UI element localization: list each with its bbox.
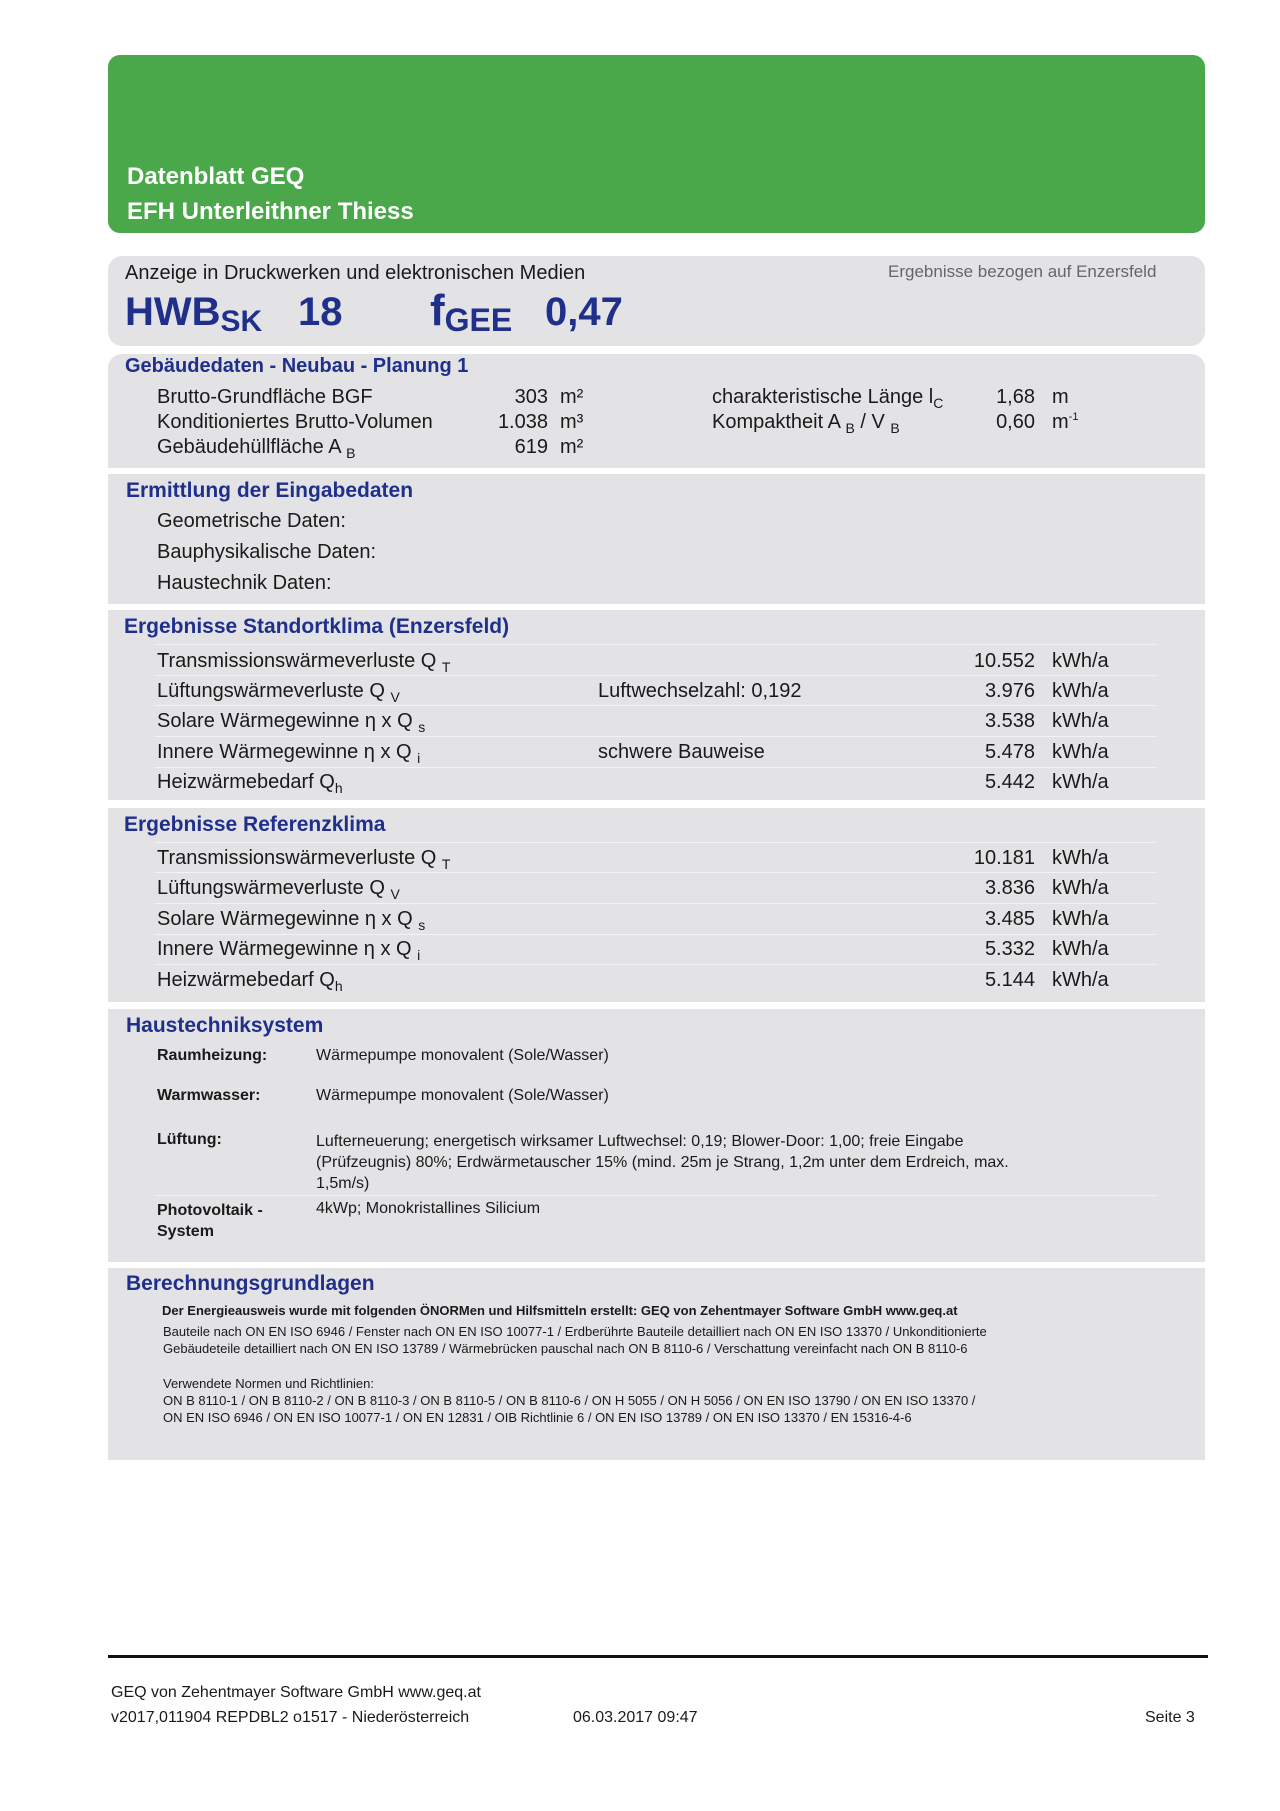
referenz-row-label: Lüftungswärmeverluste Q $_V$ [157, 877, 400, 902]
char-laenge-value: 1,68 [996, 386, 1035, 408]
row-divider [155, 964, 1155, 965]
standort-row-label: Innere Wärmegewinne η x Q $_i$ [157, 741, 421, 766]
standort-row-value: 5.478 [984, 741, 1035, 763]
berechnung-panel [108, 1268, 1205, 1460]
document-header-banner [108, 55, 1205, 233]
warmwasser-text: Wärmepumpe monovalent (Sole/Wasser) [316, 1087, 609, 1104]
berechnung-normen: Verwendete Normen und Richtlinien: ON B 8110-1 / ON B 8110-2 / ON B 8110-3 / ON B 8110-5 / ON B 8110-6 / ON H 5055 / ON H 5056 / ON EN ISO 13790 / ON EN ISO 13370 / ON EN ISO 6946 / ON EN ISO 10077-1 / ON EN 12831 / OIB Richtlinie 6 / ON EN ISO 13789 / ON EN ISO 13370 / EN 15316-4-6 [163, 1376, 976, 1425]
berechnung-title: Berechnungsgrundlagen [126, 1272, 375, 1295]
referenzklima-title: Ergebnisse Referenzklima [124, 813, 386, 836]
row-divider [155, 705, 1155, 706]
row-divider [155, 767, 1155, 768]
fgee-label: f [430, 286, 445, 335]
standort-row-unit: kWh/a [1052, 741, 1109, 763]
standort-row-label: Heizwärmebedarf $Q_h$ [157, 771, 343, 796]
berechnung-bauteile: Bauteile nach ON EN ISO 6946 / Fenster nach ON EN ISO 10077-1 / Erdberührte Bauteile detailliert nach ON EN ISO 13370 / Unkonditionierte Gebäudeteile detailliert nach ON EN ISO 13789 / Wärmebrücken pauschal nach ON B 8110-6 / Verschattung vereinfacht nach ON B 8110-6 [163, 1324, 987, 1356]
referenz-row-unit: kWh/a [1052, 877, 1109, 899]
bgf-label: Brutto-Grundfläche BGF [157, 386, 373, 408]
gebaeudedaten-title: Gebäudedaten - Neubau - Planung 1 [125, 355, 469, 377]
volumen-unit: m³ [560, 411, 584, 433]
row-divider [155, 1195, 1155, 1196]
footer-rule [108, 1655, 1208, 1658]
footer-date: 06.03.2017 09:47 [573, 1709, 698, 1726]
standort-row-note: Luftwechselzahl: 0,192 [598, 680, 802, 702]
bgf-value: 303 [514, 386, 548, 408]
ermittlung-item: Haustechnik Daten: [157, 572, 332, 594]
char-laenge-label: charakteristische Länge $l_C$ [712, 386, 944, 411]
referenz-row-value: 3.836 [984, 877, 1035, 899]
kompaktheit-value: 0,60 [996, 411, 1035, 433]
standort-row-label: Transmissionswärmeverluste Q $_T$ [157, 650, 451, 675]
standort-row-value: 10.552 [973, 650, 1035, 672]
referenz-row-value: 3.485 [984, 908, 1035, 930]
referenz-row-unit: kWh/a [1052, 847, 1109, 869]
hwb-value: 18 [298, 290, 343, 334]
document-title: Datenblatt GEQ [127, 163, 305, 190]
standort-row-label: Solare Wärmegewinne η x Q $_s$ [157, 710, 426, 735]
row-divider [155, 842, 1155, 843]
standort-row-value: 3.976 [984, 680, 1035, 702]
row-divider [155, 934, 1155, 935]
huellflaeche-label: Gebäudehüllfläche A $_B$ [157, 436, 356, 461]
ermittlung-item: Geometrische Daten: [157, 510, 346, 532]
photovoltaik-label: Photovoltaik - System [157, 1202, 263, 1240]
volumen-label: Konditioniertes Brutto-Volumen [157, 411, 433, 433]
ermittlung-title: Ermittlung der Eingabedaten [126, 479, 414, 502]
huellflaeche-unit: m² [560, 436, 584, 458]
referenz-row-value: 10.181 [973, 847, 1035, 869]
footer-page: Seite 3 [1145, 1709, 1195, 1726]
ermittlung-item: Bauphysikalische Daten: [157, 541, 377, 563]
row-divider [155, 644, 1155, 645]
referenz-row-label: Transmissionswärmeverluste Q $_T$ [157, 847, 451, 872]
raumheizung-label: Raumheizung: [157, 1047, 268, 1064]
referenz-row-unit: kWh/a [1052, 908, 1109, 930]
standort-row-label: Lüftungswärmeverluste Q $_V$ [157, 680, 400, 705]
standort-row-unit: kWh/a [1052, 680, 1109, 702]
standort-row-unit: kWh/a [1052, 650, 1109, 672]
footer-version: v2017,011904 REPDBL2 o1517 - Niederösterreich [111, 1709, 470, 1726]
referenz-row-label: Innere Wärmegewinne η x Q $_i$ [157, 938, 421, 963]
warmwasser-label: Warmwasser: [157, 1087, 261, 1104]
raumheizung-text: Wärmepumpe monovalent (Sole/Wasser) [316, 1047, 609, 1064]
document-subtitle: EFH Unterleithner Thiess [127, 198, 414, 225]
row-divider [155, 872, 1155, 873]
hwb-label: HWB [125, 290, 221, 334]
bgf-unit: m² [560, 386, 584, 408]
referenz-row-label: Solare Wärmegewinne η x Q $_s$ [157, 908, 426, 933]
standort-row-note: schwere Bauweise [598, 741, 765, 763]
berechnung-intro: Der Energieausweis wurde mit folgenden ÖNORMen und Hilfsmitteln erstellt: GEQ von Zehentmayer Software GmbH www.geq.at [162, 1303, 958, 1318]
anzeige-note: Ergebnisse bezogen auf Enzersfeld [888, 262, 1157, 281]
anzeige-label: Anzeige in Druckwerken und elektronischen Medien [125, 262, 586, 284]
hwb-subscript: SK [220, 305, 263, 338]
referenz-row-value: 5.332 [984, 938, 1035, 960]
standort-row-value: 5.442 [984, 771, 1035, 793]
char-laenge-unit: m [1052, 386, 1069, 408]
volumen-value: 1.038 [497, 411, 548, 433]
footer-company: GEQ von Zehentmayer Software GmbH www.geq.at [111, 1684, 481, 1701]
lueftung-label: Lüftung: [157, 1131, 222, 1148]
hwb-indicator [125, 290, 262, 339]
referenz-row-label: Heizwärmebedarf $Q_h$ [157, 969, 343, 994]
row-divider [155, 675, 1155, 676]
lueftung-text: Lufterneuerung; energetisch wirksamer Luftwechsel: 0,19; Blower-Door: 1,00; freie Eingabe (Prüfzeugnis) 80%; Erdwärmetauscher 15% (mind. 25m je Strang, 1,2m unter dem Erdreich, max. 1,5m/s) [316, 1133, 1009, 1192]
referenz-row-unit: kWh/a [1052, 969, 1109, 991]
fgee-value: 0,47 [545, 290, 623, 334]
standort-row-value: 3.538 [984, 710, 1035, 732]
row-divider [155, 736, 1155, 737]
fgee-indicator [430, 286, 512, 339]
standortklima-title: Ergebnisse Standortklima (Enzersfeld) [124, 615, 510, 638]
haustechnik-title: Haustechniksystem [126, 1014, 324, 1037]
row-divider [155, 903, 1155, 904]
kompaktheit-unit: $m^{-1}$ [1052, 411, 1079, 433]
standort-row-unit: kWh/a [1052, 771, 1109, 793]
photovoltaik-text: 4kWp; Monokristallines Silicium [316, 1200, 541, 1217]
kompaktheit-label: Kompaktheit A $_B$ / V $_B$ [712, 411, 900, 436]
huellflaeche-value: 619 [514, 436, 548, 458]
standort-row-unit: kWh/a [1052, 710, 1109, 732]
referenz-row-value: 5.144 [984, 969, 1035, 991]
fgee-subscript: GEE [444, 302, 513, 338]
referenz-row-unit: kWh/a [1052, 938, 1109, 960]
